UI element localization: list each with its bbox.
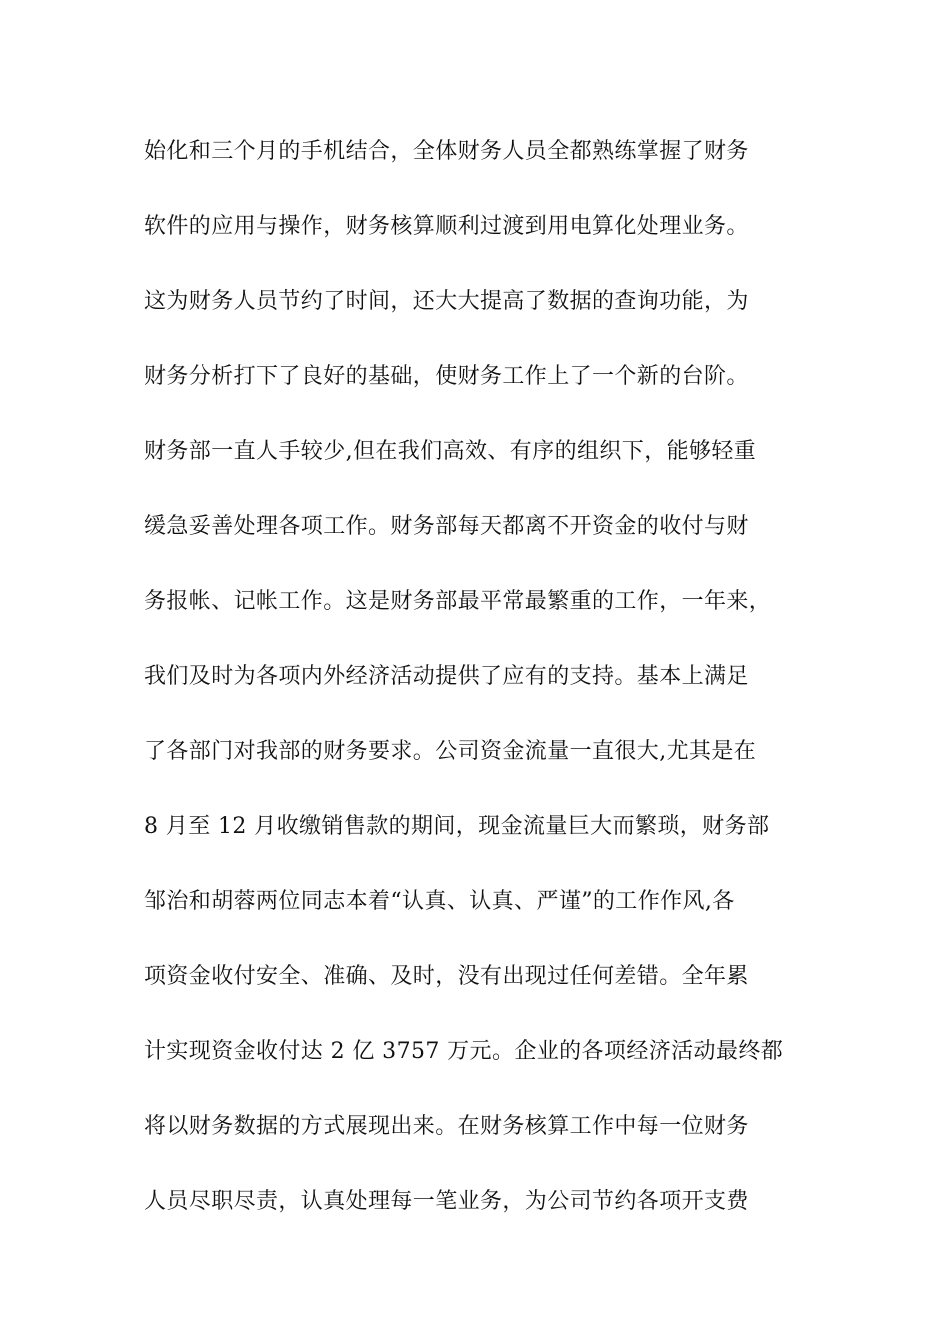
body-text [144, 131, 844, 1256]
text-line-2: 软件的应用与操作，财务核算顺利过渡到用电算化处理业务。 [144, 214, 749, 239]
text-line-11: 邹治和胡蓉两位同志本着“认真、认真、严谨”的工作作风,各 [144, 889, 735, 914]
text-line-12: 项资金收付安全、准确、及时，没有出现过任何差错。全年累 [144, 964, 749, 989]
text-line-1: 始化和三个月的手机结合，全体财务人员全都熟练掌握了财务 [144, 139, 749, 164]
text-line-7: 务报帐、记帐工作。这是财务部最平常最繁重的工作，一年来， [144, 589, 772, 614]
text-line-13: 计实现资金收付达 2 亿 3757 万元。企业的各项经济活动最终都 [144, 1039, 784, 1064]
text-line-15: 人员尽职尽责，认真处理每一笔业务，为公司节约各项开支费 [144, 1189, 749, 1214]
text-line-9: 了各部门对我部的财务要求。公司资金流量一直很大,尤其是在 [144, 739, 757, 764]
text-line-5: 财务部一直人手较少,但在我们高效、有序的组织下，能够轻重 [144, 439, 757, 464]
text-line-14: 将以财务数据的方式展现出来。在财务核算工作中每一位财务 [144, 1114, 749, 1139]
text-line-8: 我们及时为各项内外经济活动提供了应有的支持。基本上满足 [144, 664, 749, 689]
text-line-6: 缓急妥善处理各项工作。财务部每天都离不开资金的收付与财 [144, 514, 749, 539]
text-line-3: 这为财务人员节约了时间，还大大提高了数据的查询功能，为 [144, 289, 749, 314]
text-line-10: 8 月至 12 月收缴销售款的期间，现金流量巨大而繁琐，财务部 [144, 814, 770, 839]
text-line-4: 财务分析打下了良好的基础，使财务工作上了一个新的台阶。 [144, 364, 749, 389]
